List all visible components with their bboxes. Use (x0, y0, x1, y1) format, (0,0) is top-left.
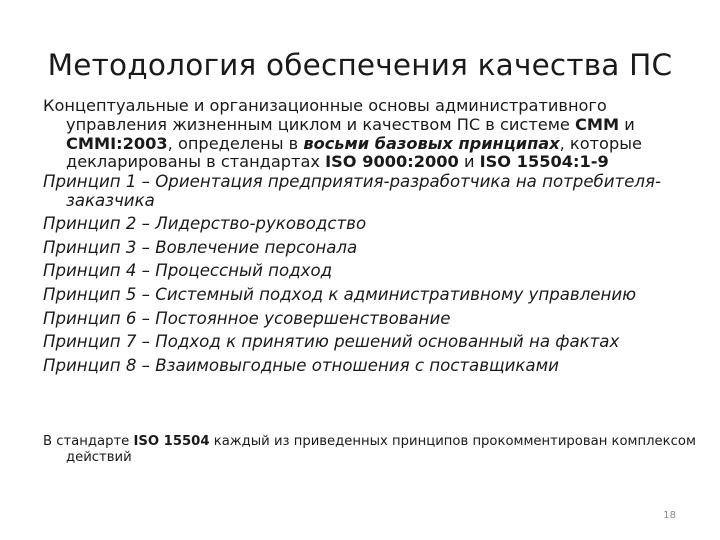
note-text-2: каждый из приведенных принципов прокомментирован комплексом действий (66, 434, 696, 465)
principle-2: Принцип 2 – Лидерство-руководство (43, 214, 367, 234)
iso15504-term: ISO 15504:1-9 (479, 152, 609, 172)
principle-1: Принцип 1 – Ориентация предприятия-разработчика на потребителя-заказчика (43, 172, 661, 210)
cmm-term: CMM (575, 114, 620, 134)
intro-text-4: , которые декларированы в стандартах (66, 133, 642, 172)
slide-body (43, 97, 693, 380)
principle-5: Принцип 5 – Системный подход к административному управлению (43, 284, 637, 304)
iso15504-note-term: ISO 15504 (133, 434, 210, 450)
intro-text-5: и (458, 152, 480, 172)
intro-text-3: , определены в (167, 133, 304, 153)
note-text-1: В стандарте (43, 434, 134, 450)
slide-title: Методология обеспечения качества ПС (47, 48, 673, 82)
cmmi-term: CMMI:2003 (66, 133, 168, 153)
standard-note (43, 434, 706, 465)
principles-list (43, 173, 693, 375)
iso9000-term: ISO 9000:2000 (325, 152, 459, 172)
principle-6: Принцип 6 – Постоянное усовершенствование (43, 308, 451, 328)
intro-text-1: Концептуальные и организационные основы административного управления жизненным циклом и качеством ПС в системе (43, 96, 607, 134)
principle-3: Принцип 3 – Вовлечение персонала (43, 237, 358, 257)
intro-paragraph (43, 97, 693, 172)
principle-7: Принцип 7 – Подход к принятию решений основанный на фактах (43, 332, 620, 352)
intro-text-2: и (619, 114, 635, 134)
principle-8: Принцип 8 – Взаимовыгодные отношения с поставщиками (43, 355, 559, 375)
page-number: 18 (663, 510, 676, 521)
principle-4: Принцип 4 – Процессный подход (43, 261, 333, 281)
eight-principles-term: восьми базовых принципах (303, 133, 560, 153)
